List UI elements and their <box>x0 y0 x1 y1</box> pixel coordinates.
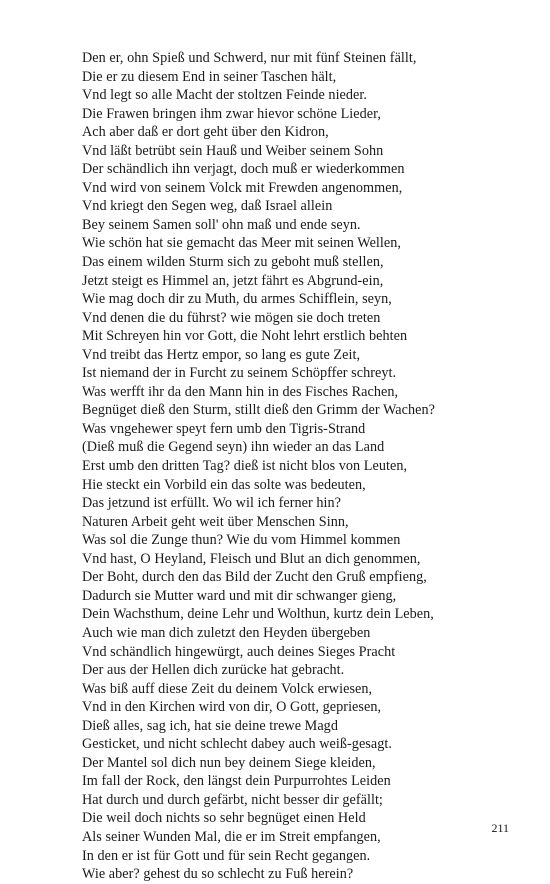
poem-line: Bey seinem Samen soll' ohn maß und ende seyn. <box>82 216 361 233</box>
poem-line: Vnd legt so alle Macht der stoltzen Feinde nieder. <box>82 87 367 104</box>
poem-line: Hie steckt ein Vorbild ein das solte was bedeuten, <box>82 476 366 493</box>
poem-line: Die Frawen bringen ihm zwar hievor schöne Lieder, <box>82 105 381 122</box>
poem-line: Naturen Arbeit geht weit über Menschen Sinn, <box>82 513 349 530</box>
poem-line: Die er zu diesem End in seiner Taschen hält, <box>82 68 337 85</box>
poem-line: Gesticket, und nicht schlecht dabey auch weiß-gesagt. <box>82 736 392 753</box>
poem-line: Der schändlich ihn verjagt, doch muß er wiederkommen <box>82 161 405 178</box>
poem-line: Vnd denen die du führst? wie mögen sie doch treten <box>82 309 381 326</box>
poem-line: Vnd läßt betrübt sein Hauß und Weiber seinem Sohn <box>82 142 384 159</box>
poem-line: Das jetzund ist erfüllt. Wo wil ich ferner hin? <box>82 495 342 512</box>
poem-line: Der Boht, durch den das Bild der Zucht den Gruß empfieng, <box>82 569 427 586</box>
poem-line: Der aus der Hellen dich zurücke hat gebracht. <box>82 662 345 679</box>
poem-line: Die weil doch nichts so sehr begnüget einen Held <box>82 810 366 827</box>
poem-line: Hat durch und durch gefärbt, nicht besser dir gefällt; <box>82 791 383 808</box>
poem-line: Wie mag doch dir zu Muth, du armes Schifflein, seyn, <box>82 291 392 308</box>
poem-line: Wie schön hat sie gemacht das Meer mit seinen Wellen, <box>82 235 402 252</box>
poem-line: Ist niemand der in Furcht zu seinem Schöpffer schreyt. <box>82 365 397 382</box>
poem-line: In den er ist für Gott und für sein Recht gegangen. <box>82 847 371 864</box>
poem-line: Mit Schreyen hin vor Gott, die Noht lehrt erstlich behten <box>82 328 408 345</box>
poem-line: Was vngehewer speyt fern umb den Tigris-Strand <box>82 420 366 437</box>
poem-line: Das einem wilden Sturm sich zu geboht muß stellen, <box>82 254 384 271</box>
poem-line: (Dieß muß die Gegend seyn) ihn wieder an das Land <box>82 439 385 456</box>
poem-line: Ach aber daß er dort geht über den Kidron, <box>82 124 329 141</box>
poem-line: Vnd treibt das Hertz empor, so lang es gute Zeit, <box>82 346 361 363</box>
poem-line: Dein Wachsthum, deine Lehr und Wolthun, kurtz dein Leben, <box>82 606 434 623</box>
poem-line: Dieß alles, sag ich, hat sie deine trewe Magd <box>82 717 338 734</box>
poem-line: Was werfft ihr da den Mann hin in des Fisches Rachen, <box>82 383 399 400</box>
poem-line: Den er, ohn Spieß und Schwerd, nur mit fünf Steinen fällt, <box>82 50 417 66</box>
poem-line: Auch wie man dich zuletzt den Heyden übergeben <box>82 624 371 641</box>
poem-line: Jetzt steigt es Himmel an, jetzt fährt es Abgrund-ein, <box>82 272 384 289</box>
poem-line: Als seiner Wunden Mal, die er im Streit empfangen, <box>82 828 381 845</box>
poem-text <box>82 49 502 884</box>
poem-line: Vnd hast, O Heyland, Fleisch und Blut an dich genommen, <box>82 550 421 567</box>
poem-line: Was sol die Zunge thun? Wie du vom Himmel kommen <box>82 532 401 549</box>
page-number: 211 <box>491 821 509 835</box>
poem-line: Vnd schändlich hingewürgt, auch deines Sieges Pracht <box>82 643 396 660</box>
poem-line: Vnd kriegt den Segen weg, daß Israel allein <box>82 198 333 215</box>
poem-line: Wie aber? gehest du so schlecht zu Fuß herein? <box>82 866 354 883</box>
poem-line: Vnd in den Kirchen wird von dir, O Gott, gepriesen, <box>82 699 382 716</box>
poem-line: Was biß auff diese Zeit du deinem Volck erwiesen, <box>82 680 373 697</box>
poem-line: Dadurch sie Mutter ward und mit dir schwanger gieng, <box>82 587 397 604</box>
poem-line: Der Mantel sol dich nun bey deinem Siege kleiden, <box>82 754 376 771</box>
poem-line: Vnd wird von seinem Volck mit Frewden angenommen, <box>82 179 403 196</box>
poem-line: Erst umb den dritten Tag? dieß ist nicht blos von Leuten, <box>82 458 408 475</box>
poem-line: Begnüget dieß den Sturm, stillt dieß den Grimm der Wachen? <box>82 402 435 419</box>
poem-line: Im fall der Rock, den längst dein Purpurrohtes Leiden <box>82 773 391 790</box>
